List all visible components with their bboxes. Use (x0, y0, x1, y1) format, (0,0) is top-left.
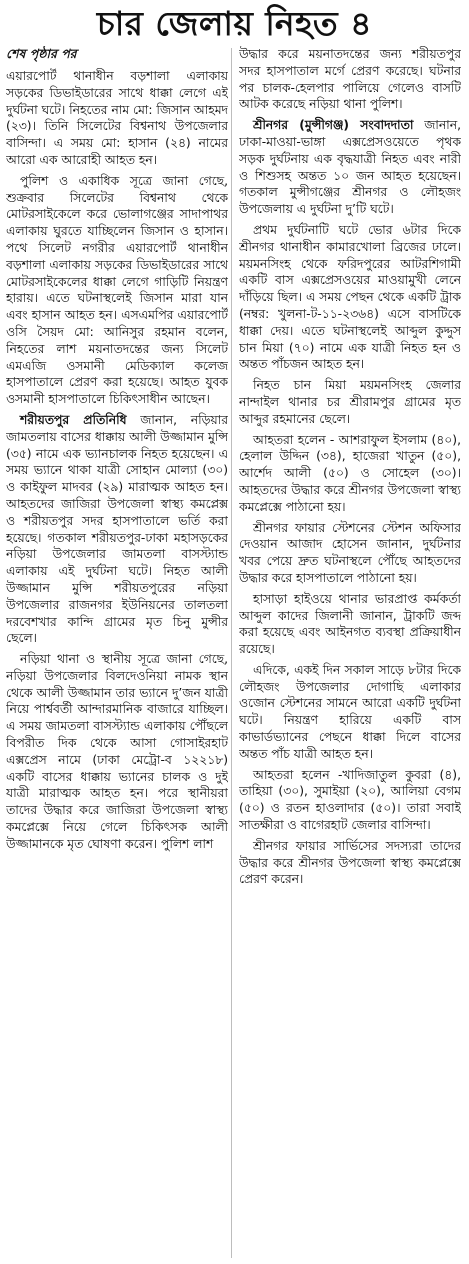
paragraph: আহতরা হলেন - আশরাফুল ইসলাম (৪০), হেলাল উদ্দিন (৩৪), হাজেরা খাতুন (৫০), আর্শেদ আলী (৫০) ও সোহেল (৩০)। আহতদের উদ্ধার করে শ্রীনগর উপজেলা স্বাস্থ্য কমপ্লেক্সে পাঠানো হয়। (239, 432, 461, 514)
paragraph: এয়ারপোর্ট থানাধীন বড়শালা এলাকায় সড়কের ডিভাইডারের সাথে ধাক্কা লেগে এই দুর্ঘটনা ঘটে। নিহতের নাম মো: জিসান আহমদ (২৩)। তিনি সিলেটের বিশ্বনাথ উপজেলার বাসিন্দা। এ সময় মো: হাসান (২৪) নামের আরো এক আরোহী আহত হন। (6, 69, 228, 167)
column-divider (231, 48, 232, 1258)
paragraph-text: জানান, নড়িয়ার জামতলায় বাসের ধাক্কায় আলী উজ্জামান মুন্সি (৩৫) নামে এক ভ্যানচালক নিহত হয়েছেন। এ সময় ভ্যানে থাকা যাত্রী সোহান মোল্যা (৩০) ও কাইফুল মাদবর (২৯) মারাত্মক আহত হন। আহতদের জাজিরা উপজেলা স্বাস্থ্য কমপ্লেক্স ও শরীয়তপুর সদর হাসপাতালে ভর্তি করা হয়েছে। গতকাল শরীয়তপুর-ঢাকা মহাসড়কের নড়িয়া উপজেলার জামতলা বাসস্ট্যান্ড এলাকায় এই দুর্ঘটনা ঘটে। নিহত আলী উজ্জামান মুন্সি শরীয়তপুরের নড়িয়া উপজেলার রাজনগর ইউনিয়নের তালতলা দরবেশখার কান্দি গ্রামের মৃত চিনু মুন্সীর ছেলে। (6, 412, 228, 646)
paragraph: হাসাড়া হাইওয়ে থানার ভারপ্রাপ্ত কর্মকর্তা আব্দুল কাদের জিলানী জানান, ট্রাকটি জব্দ করা হয়েছে এবং আইনগত ব্যবস্থা প্রক্রিয়াধীন রয়েছে। (239, 591, 461, 657)
paragraph: শ্রীনগর ফায়ার স্টেশনের স্টেশন অফিসার দেওয়ান আজাদ হোসেন জানান, দুর্ঘটনার খবর পেয়ে দ্রুত ঘটনাস্থলে পৌঁছে আহতদের উদ্ধার করে হাসপাতালে পাঠানো হয়। (239, 520, 461, 585)
paragraph: নড়িয়া থানা ও স্থানীয় সূত্রে জানা গেছে, নড়িয়া উপজেলার বিলদেওনিয়া নামক স্থান থেকে আলী উজ্জামান তার ভ্যানে দু’জন যাত্রী নিয়ে পার্শ্ববর্তী আন্দারমানিক বাজারে যাচ্ছিল। এ সময় জামতলা বাসস্ট্যান্ড এলাকায় পৌঁছলে বিপরীত দিক থেকে আসা গোসাইরহাট এক্সপ্রেস নামে (ঢাকা মেট্রো-ব ১২২১৮) একটি বাসের ধাক্কায় ভ্যানের চালক ও দুই যাত্রী মারাত্মক আহত হন। পরে স্থানীয়রা তাদের উদ্ধার করে জাজিরা উপজেলা স্বাস্থ্য কমপ্লেক্সে নিয়ে গেলে চিকিৎসক আলী উজ্জামানকে মৃত ঘোষণা করেন। পুলিশ লাশ (6, 652, 228, 851)
left-column (6, 46, 228, 1258)
paragraph: আহতরা হলেন -খাদিজাতুল কুবরা (৪), তাহিয়া (৩০), সুমাইয়া (২০), আলিয়া বেগম (৫০) ও রতন হাওলাদার (৫০)। তারা সবাই সাতক্ষীরা ও বাগেরহাট জেলার বাসিন্দা। (239, 767, 461, 833)
paragraph: প্রথম দুর্ঘটনাটি ঘটে ভোর ৬টার দিকে শ্রীনগর থানাধীন কামারখোলা ব্রিজের ঢালে। ময়মনসিংহ থেকে ফরিদপুরের আটরশিগামী একটি বাস এক্সপ্রেসওয়ের মাওয়ামুখী লেনে দাঁড়িয়ে ছিল। এ সময় পেছন থেকে একটি ট্রাক (নম্বর: খুলনা-ট-১১-২৩৬৪) এসে বাসটিকে ধাক্কা দেয়। এতে ঘটনাস্থলেই আব্দুল কুদ্দুস চান মিয়া (৭০) নামে এক যাত্রী নিহত হন ও অন্তত পাঁচজন আহত হন। (239, 222, 461, 372)
paragraph: শ্রীনগর ফায়ার সার্ভিসের সদস্যরা তাদের উদ্ধার করে শ্রীনগর উপজেলা স্বাস্থ্য কমপ্লেক্সে প্রেরণ করেন। (239, 838, 461, 887)
paragraph (6, 412, 228, 647)
paragraph (239, 117, 461, 218)
right-column (239, 46, 461, 1258)
paragraph: নিহত চান মিয়া ময়মনসিংহ জেলার নান্দাইল থানার চর শ্রীরামপুর গ্রামের মৃত আব্দুর রহমানের ছেলে। (239, 378, 461, 426)
continued-from-label: শেষ পৃষ্ঠার পর (6, 46, 77, 61)
headline: চার জেলায় নিহত ৪ (96, 4, 373, 43)
paragraph: এদিকে, একই দিন সকাল সাড়ে ৮টার দিকে লৌহজং উপজেলার দোগাছি এলাকার ওজোন স্টেশনের সামনে আরো একটি দুর্ঘটনা ঘটে। নিয়ন্ত্রণ হারিয়ে একটি বাস কাভার্ডভ্যানের পেছনে ধাক্কা দিলে বাসের অন্তত পাঁচ যাত্রী আহত হন। (239, 662, 461, 761)
byline-sreenagar: শ্রীনগর (মুন্সীগঞ্জ) সংবাদদাতা (253, 118, 414, 133)
paragraph: উদ্ধার করে ময়নাতদন্তের জন্য শরীয়তপুর সদর হাসপাতাল মর্গে প্রেরণ করেছে। ঘটনার পর চালক-হেলপার পালিয়ে গেলেও বাসটি আটক করেছে নড়িয়া থানা পুলিশ। (239, 47, 461, 112)
paragraph-text: জানান, ঢাকা-মাওয়া-ভাঙ্গা এক্সপ্রেসওয়েতে পৃথক সড়ক দুর্ঘটনায় এক বৃদ্ধযাত্রী নিহত এবং নারী ও শিশুসহ অন্তত ১০ জন আহত হয়েছেন। গতকাল মুন্সীগঞ্জের শ্রীনগর ও লৌহজং উপজেলায় এ দুর্ঘটনা দু’টি ঘটে। (239, 118, 461, 217)
byline-shariatpur: শরীয়তপুর প্রতিনিধি (20, 412, 127, 427)
paragraph: পুলিশ ও একাধিক সূত্রে জানা গেছে, শুক্রবার সিলেটের বিশ্বনাথ থেকে মোটরসাইকেলে করে ভোলাগঞ্জের সাদাপাথর এলাকায় ঘুরতে যাচ্ছিলেন জিসান ও হাসান। পথে সিলেট নগরীর এয়ারপোর্ট থানাধীন বড়শালা এলাকায় সড়কের ডিভাইডারের সাথে মোটরসাইকেলের ধাক্কা লেগে গাড়িটি নিয়ন্ত্রণ হারায়। এতে ঘটনাস্থলেই জিসান মারা যান এবং হাসান আহত হন। এসএমপির এয়ারপোর্ট ওসি সৈয়দ মো: আনিসুর রহমান বলেন, নিহতের লাশ ময়নাতদন্তের জন্য সিলেট এমএজি ওসমানী মেডিক্যাল কলেজ হাসপাতালে প্রেরণ করা হয়েছে। আহত যুবক ওসমানী হাসপাতালে চিকিৎসাধীন আছেন। (6, 173, 228, 407)
